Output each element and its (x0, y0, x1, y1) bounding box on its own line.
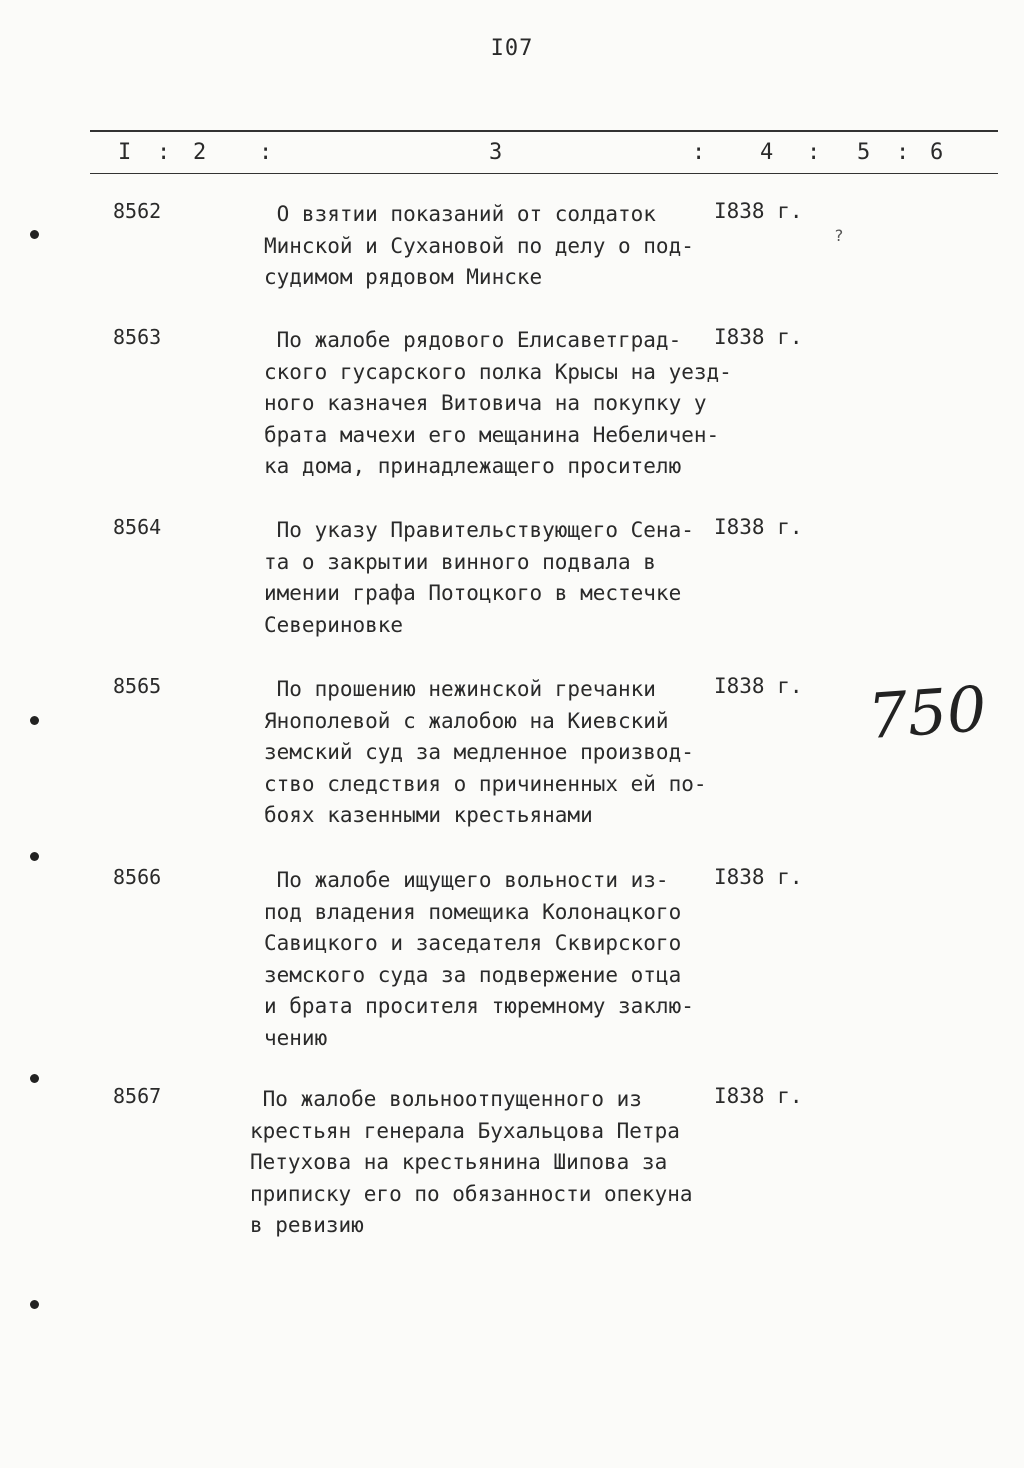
entry-year: I838 г. (714, 515, 803, 539)
column-separator: : (807, 140, 821, 165)
entry-number: 8565 (113, 674, 162, 698)
entry-description: По прошению нежинской гречанки Янополевой с жалобою на Киевский земский суд за медленное производ- ство следствия о причиненных ей по- боях казенными крестьянами (264, 677, 707, 827)
entry-description: По жалобе ищущего вольности из- под владения помещика Колонацкого Савицкого и заседателя Сквирского земского суда за подвержение отца и брата просителя тюремному заклю- чению (264, 868, 694, 1050)
entry-year: I838 г. (714, 865, 803, 889)
punch-hole (30, 230, 39, 239)
punch-hole (30, 716, 39, 725)
punch-hole (30, 1300, 39, 1309)
column-separator: : (896, 140, 910, 165)
table-header-bottom-rule (90, 173, 998, 174)
entry-number: 8564 (113, 515, 162, 539)
column-header-1: I (118, 140, 132, 165)
entry-year: I838 г. (714, 199, 803, 223)
column-header-5: 5 (857, 140, 871, 165)
entry-description: По жалобе вольноотпущенного из крестьян генерала Бухальцова Петра Петухова на крестьянина Шипова за приписку его по обязанности опекуна в ревизию (250, 1087, 693, 1237)
column-separator: : (157, 140, 171, 165)
entry-description: По указу Правительствующего Сена- та о закрытии винного подвала в имении графа Потоцкого в местечке Севериновке (264, 518, 694, 637)
entry-year: I838 г. (714, 325, 803, 349)
margin-mark: ? (834, 226, 844, 245)
entry-description: О взятии показаний от солдаток Минской и Сухановой по делу о под- судимом рядовом Минске (264, 202, 694, 289)
entry-number: 8566 (113, 865, 162, 889)
entry-year: I838 г. (714, 674, 803, 698)
column-header-2: 2 (193, 140, 207, 165)
column-separator: : (692, 140, 706, 165)
table-header-top-rule (90, 130, 998, 132)
column-header-6: 6 (930, 140, 944, 165)
column-header-4: 4 (760, 140, 774, 165)
entry-year: I838 г. (714, 1084, 803, 1108)
entry-description: По жалобе рядового Елисаветград- ского гусарского полка Крысы на уезд- ного казначея Витовича на покупку у брата мачехи его мещанина Небеличен- ка дома, принадлежащего просителю (264, 328, 732, 478)
handwritten-note: 750 (865, 671, 989, 754)
column-separator: : (259, 140, 273, 165)
punch-hole (30, 852, 39, 861)
entry-number: 8567 (113, 1084, 162, 1108)
column-header-3: 3 (489, 140, 503, 165)
entry-number: 8563 (113, 325, 162, 349)
page-number: I07 (490, 36, 534, 61)
punch-hole (30, 1074, 39, 1083)
entry-number: 8562 (113, 199, 162, 223)
